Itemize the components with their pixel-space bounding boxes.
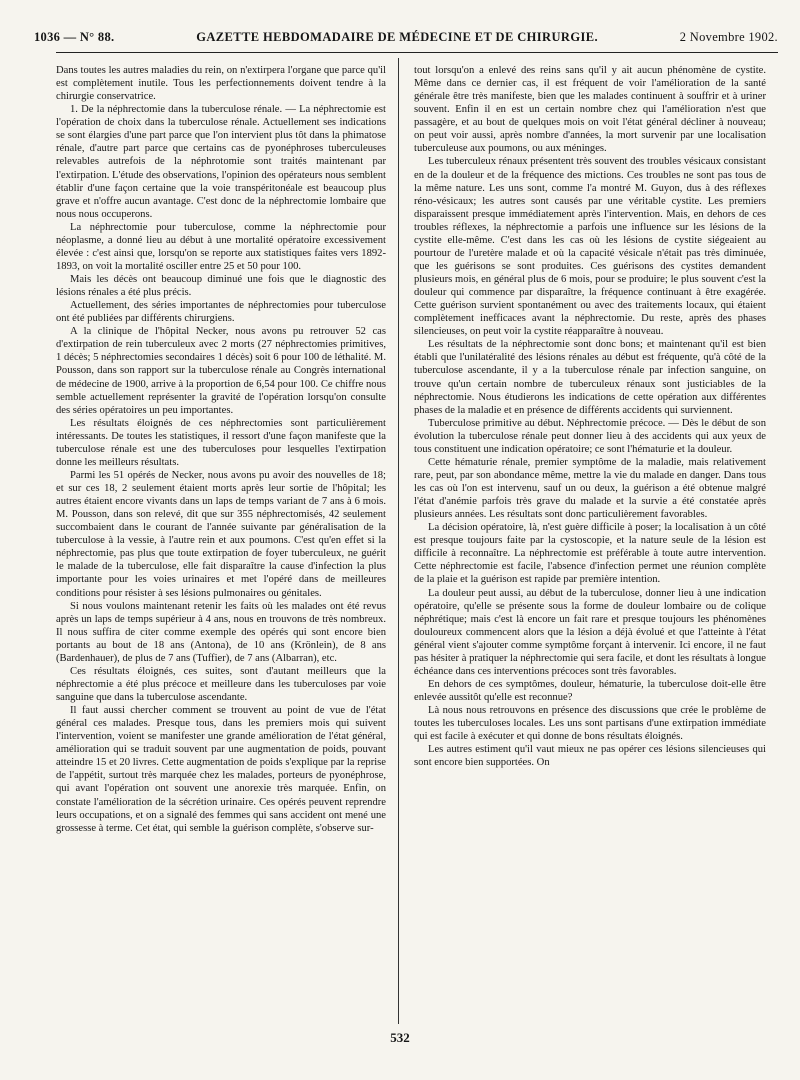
issue-date: 2 Novembre 1902. — [679, 30, 778, 44]
paragraph: 1. De la néphrectomie dans la tuberculose rénale. — La néphrectomie est l'opération de choix dans la tuberculose rénale. Actuellement ses indications se sont élargies d'une part parce que l'on intervient plus tôt dans la phimatose rénale, d'autre part parce que certains cas de pyonéphroses tuberculeuses relevables autrefois de la néphrotomie sont traités maintenant par l'extirpation. L'étude des observations, l'opinion des opérateurs nous semblent établir d'une façon certaine que la voie transpéritonéale est beaucoup plus grave et n'offre aucun avantage. C'est donc de la néphrectomie lombaire que nous nous occuperons. — [56, 104, 386, 220]
running-header — [34, 30, 778, 50]
paragraph: Si nous voulons maintenant retenir les faits où les malades ont été revus après un laps de temps supérieur à 4 ans, nous en trouvons de très nombreux. Il nous suffira de citer comme exemple des opérés qui sont encore bien portants au bout de 18 ans (Antona), de 10 ans (Krönlein), de 8 ans (Bardenhauer), de plus de 7 ans (Tuffier), de 7 ans (Albarran), etc. — [56, 600, 386, 664]
paragraph: Cette hématurie rénale, premier symptôme de la maladie, mais relativement rare, peut, par son abondance même, mettre la vie du malade en danger. Dans tous les cas où l'on est intervenu, sauf un ou deux, la guérison a été obtenue malgré l'état d'anémie parfois très grave du malade et la survie a été constatée après plusieurs années. Les résultats sont donc particulièrement favorables. — [414, 456, 766, 521]
page-number-issue: 1036 — N° 88. — [34, 30, 115, 44]
paragraph: Actuellement, des séries importantes de néphrectomies pour tuberculose ont été publiées par différents chirurgiens. — [56, 300, 386, 325]
paragraph: A la clinique de l'hôpital Necker, nous avons pu retrouver 52 cas d'extirpation de rein tuberculeux avec 2 morts (27 néphrectomies primitives, 1 décès; 5 néphrectomies secondaires 1 décès) soit 6 pour 100 de léthalité. M. Pousson, dans son rapport sur la tuberculose rénale au Congrès international de médecine de 1900, arrive à la proportion de 6,54 pour 100. Ce chiffre nous semble actuellement représenter la gravité de l'opération lorsqu'on consulte des séries opératoires un peu importantes. — [56, 326, 386, 416]
paragraph: tout lorsqu'on a enlevé des reins sans qu'il y ait aucun phénomène de cystite. Même dans ce dernier cas, il est fréquent de voir l'amélioration de la santé générale être très manifeste, bien que les malades continuent à souffrir et à uriner souvent. Enfin il en est un certain nombre chez qui l'amélioration n'est que passagère, et au bout de quelques mois on voit l'état général décliner à nouveau; on peut voir aussi, après nombre d'années, la mort survenir par une localisation tuberculeuse aux poumons, ou aux méninges. — [414, 65, 766, 155]
header-rule — [56, 52, 778, 53]
paragraph: La décision opératoire, là, n'est guère difficile à poser; la localisation à un côté est presque toujours faite par la cystoscopie, et la nature seule de la lésion est difficile à reconnaître. La néphrectomie est préférable à toute autre intervention. Cette néphrectomie est facile, l'absence d'infection permet une réunion complète de la plaie et la guérison est rapide par première intention. — [414, 522, 766, 586]
paragraph: Tuberculose primitive au début. Néphrectomie précoce. — Dès le début de son évolution la tuberculose rénale peut donner lieu à des accidents qui aux yeux de tous constituent une indication opératoire; ce sont l'hématurie et la douleur. — [414, 417, 766, 455]
paragraph: En dehors de ces symptômes, douleur, hématurie, la tuberculose doit-elle être enlevée aussitôt qu'elle est reconnue? — [414, 678, 766, 703]
page-folio: 532 — [390, 1030, 410, 1045]
paragraph: Il faut aussi chercher comment se trouvent au point de vue de l'état général ces malades. Presque tous, dans les premiers mois qui suivent l'intervention, voient se manifester une grande amélioration de l'état général, amélioration qui se traduit souvent par une augmentation de poids, pouvant atteindre 15 et 20 livres. Cette augmentation de poids s'explique par la reprise de l'appétit, surtout très marquée chez les malades, porteurs de pyonéphrose, qui avant l'opération ont souvent une anorexie très marquée. Enfin, on constate l'amélioration de la sécrétion urinaire. Ces opérés peuvent reprendre leurs occupations, et on a signalé des femmes qui sans accident ont mené une grossesse à terme. Cet état, qui semble la guérison complète, s'observe sur- — [56, 705, 386, 834]
paragraph: Mais les décès ont beaucoup diminué une fois que le diagnostic des lésions rénales a été plus précis. — [56, 274, 386, 299]
journal-title: GAZETTE HEBDOMADAIRE DE MÉDECINE ET DE CHIRURGIE. — [196, 30, 598, 44]
paragraph: Là nous nous retrouvons en présence des discussions que crée le problème de toutes les tuberculoses locales. Les uns sont partisans d'une extirpation immédiate qui est facile à exécuter et qui donne de bons résultats éloignés. — [414, 705, 766, 743]
column-divider — [398, 58, 399, 1024]
paragraph: Les tuberculeux rénaux présentent très souvent des troubles vésicaux consistant en de la douleur et de la fréquence des mictions. Ces troubles ne sont pas tous de la même nature. Les uns sont, comme l'a montré M. Guyon, dus à des réflexes réno-vésicaux; les autres sont causés par une véritable cystite. Les premiers disparaissent presque immédiatement après l'intervention. Mais, en dehors de ces troubles réflexes, la néphrectomie a parfois une influence sur les lésions de la cystite elle-même. C'est dans les cas où les lésions de cystite siégeaient au pourtour de l'uretère malade et où la capacité vésicale n'était pas très diminuée, que les guérisons se sont produites. Ces guérisons des cystites demandent plusieurs mois, en général plus de 6 mois, pour se produire; le plus souvent c'est la douleur qui commence par disparaître, la fréquence continuant à être exagérée. Cette guérison survient spontanément ou avec des traitements locaux, qui étaient complètement inefficaces avant la néphrectomie. Du reste, après des phases silencieuses, on peut voir la cystite réapparaître à nouveau. — [414, 156, 766, 338]
right-column — [414, 64, 766, 1024]
paragraph: Les résultats éloignés de ces néphrectomies sont particulièrement intéressants. De toutes les statistiques, il ressort d'une façon manifeste que la tuberculose rénale est une des tuberculoses pour lesquelles l'extirpation donne les meilleurs résultats. — [56, 417, 386, 468]
paragraph: Parmi les 51 opérés de Necker, nous avons pu avoir des nouvelles de 18; et sur ces 18, 2 seulement étaient morts après leur sortie de l'hôpital; les autres étaient encore vivants dans un laps de temps variant de 7 ans à 6 mois. M. Pousson, dans son relevé, dit que sur 355 néphrectomisés, 42 seulement succombaient dans le courant de l'année suivante par généralisation de la tuberculose à la vessie, à l'autre rein et aux poumons. C'est qu'en effet si la néphrectomie, pas plus que toute extirpation de foyer tuberculeux, ne guérit le malade de la tuberculose, elle fait disparaître la cause d'infection la plus importante pour les voies urinaires et met l'opéré dans de meilleures conditions pour résister à ses lésions pulmonaires ou génitales. — [56, 469, 386, 599]
paragraph: Les autres estiment qu'il vaut mieux ne pas opérer ces lésions silencieuses qui sont encore bien supportées. On — [414, 744, 766, 769]
left-column — [56, 64, 386, 1024]
paragraph: La douleur peut aussi, au début de la tuberculose, donner lieu à une indication opératoire, qu'elle se présente sous la forme de douleur lombaire ou de colique néphrétique; mais c'est là encore un fait rare et presque toujours les phénomènes douloureux commencent alors que la lésion a déjà évolué et que l'atteinte à l'état général vient s'ajouter comme symptôme forçant à intervenir. Ici encore, il ne faut pas hésiter à pratiquer la néphrectomie qui sera facile, et dont les résultats à longue échéance dans ces interventions précoces sont très favorables. — [414, 587, 766, 677]
paragraph: La néphrectomie pour tuberculose, comme la néphrectomie pour néoplasme, a donné lieu au début à une mortalité opératoire excessivement élevée : c'est ainsi que, lorsqu'on se reporte aux statistiques faites vers 1892-1893, on voit la mortalité osciller entre 25 et 50 pour 100. — [56, 221, 386, 272]
paragraph: Ces résultats éloignés, ces suites, sont d'autant meilleurs que la néphrectomie a été plus précoce et meilleure dans les tuberculoses par voie sanguine que dans la tuberculose ascendante. — [56, 665, 386, 703]
paragraph: Les résultats de la néphrectomie sont donc bons; et maintenant qu'il est bien établi que l'unilatéralité des lésions rénales au début est fréquente, qu'à côté de la tuberculose ascendante, il y a la tuberculose rénale par infection sanguine, on trouve qu'un certain nombre de tuberculeux rénaux sont justiciables de la néphrectomie. Nous étudierons les indications de cette opération aux différentes phases de la maladie et en présence de différents accidents qui surviennent. — [414, 339, 766, 416]
paragraph: Dans toutes les autres maladies du rein, on n'extirpera l'organe que parce qu'il est complètement inutile. Tous les perfectionnements doivent tendre à la chirurgie conservatrice. — [56, 65, 386, 103]
